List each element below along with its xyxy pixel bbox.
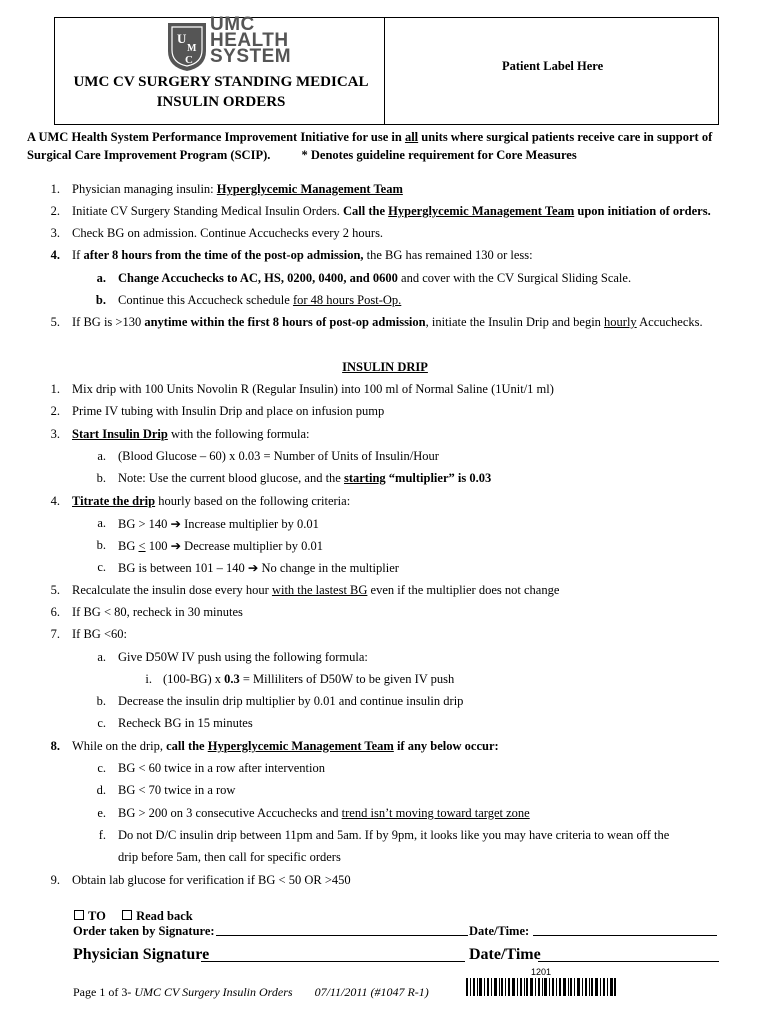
- order-subitem: Continue this Accucheck schedule for 48 hours Post-Op.: [118, 293, 402, 307]
- drip-subitem: BG > 140 ➔ Increase multiplier by 0.01: [118, 517, 319, 531]
- order-taken-by-label: Order taken by Signature:: [73, 924, 215, 938]
- drip-subletter: b.: [96, 471, 106, 485]
- order-item: If BG is >130 anytime within the first 8 hours of post-op admission, initiate the Insulin Drip and begin hourly Accuchecks.: [72, 315, 703, 329]
- order-taken-signature-line[interactable]: [216, 935, 468, 936]
- drip-subletter: a.: [97, 516, 106, 530]
- drip-number: 1.: [50, 382, 60, 396]
- umc-shield-icon: [166, 21, 208, 73]
- order-number: 5.: [50, 315, 60, 329]
- drip-subletter: d.: [96, 783, 106, 797]
- drip-subitem: Note: Use the current blood glucose, and the starting “multiplier” is 0.03: [118, 471, 492, 485]
- drip-item: Titrate the drip hourly based on the following criteria:: [72, 494, 351, 508]
- drip-number: 2.: [50, 404, 60, 418]
- physician-date-line[interactable]: [538, 961, 719, 962]
- drip-subroman: i.: [145, 672, 152, 686]
- drip-item: Prime IV tubing with Insulin Drip and place on infusion pump: [72, 404, 385, 418]
- drip-subitem: Decrease the insulin drip multiplier by 0.01 and continue insulin drip: [118, 694, 464, 708]
- form-barcode: [466, 967, 616, 1007]
- drip-subitem: BG < 60 twice in a row after intervention: [118, 761, 325, 775]
- barcode-icon: [466, 978, 616, 996]
- drip-subletter: b.: [96, 694, 106, 708]
- date-time-label-small: Date/Time:: [469, 924, 530, 938]
- drip-subletter: c.: [97, 716, 106, 730]
- date-time-label-big: Date/Time: [469, 946, 541, 963]
- drip-subitem: BG < 100 ➔ Decrease multiplier by 0.01: [118, 539, 324, 553]
- order-item: Initiate CV Surgery Standing Medical Insulin Orders. Call the Hyperglycemic Management Team upon initiation of orders.: [72, 204, 711, 218]
- logo-wordmark: UMC HEALTH SYSTEM: [210, 14, 292, 67]
- section-heading: INSULIN DRIP: [342, 360, 428, 374]
- drip-number: 5.: [50, 583, 60, 597]
- drip-item: Mix drip with 100 Units Novolin R (Regular Insulin) into 100 ml of Normal Saline (1Unit/1 ml): [72, 382, 554, 396]
- drip-subitem: Give D50W IV push using the following formula:: [118, 650, 368, 664]
- drip-number: 6.: [50, 605, 60, 619]
- svg-text:U: U: [177, 31, 187, 46]
- patient-label-placeholder: Patient Label Here: [502, 59, 604, 73]
- drip-number: 4.: [50, 494, 60, 508]
- svg-text:M: M: [187, 43, 197, 54]
- order-number: 3.: [50, 226, 60, 240]
- drip-item: Obtain lab glucose for verification if BG < 50 OR >450: [72, 873, 351, 887]
- drip-subitem: Recheck BG in 15 minutes: [118, 716, 253, 730]
- drip-number: 7.: [50, 627, 60, 641]
- drip-subletter: c.: [97, 560, 106, 574]
- barcode-number: 1201: [531, 967, 552, 977]
- drip-item: If BG < 80, recheck in 30 minutes: [72, 605, 243, 619]
- drip-subsubitem: (100-BG) x 0.3 = Milliliters of D50W to be given IV push: [163, 672, 455, 686]
- drip-subitem: Do not D/C insulin drip between 11pm and 5am. If by 9pm, it looks like you may have criteria to wean off the: [118, 828, 670, 842]
- order-item: Physician managing insulin: Hyperglycemic Management Team: [72, 182, 403, 196]
- physician-signature-label: Physician Signature: [73, 946, 210, 963]
- order-number: 1.: [50, 182, 60, 196]
- drip-number: 8.: [50, 739, 60, 753]
- order-item: Check BG on admission. Continue Accuchecks every 2 hours.: [72, 226, 384, 240]
- to-checkbox[interactable]: [74, 910, 84, 920]
- drip-item: If BG <60:: [72, 627, 127, 641]
- order-taken-date-line[interactable]: [533, 935, 717, 936]
- page-footer: Page 1 of 3- UMC CV Surgery Insulin Orders 07/11/2011 (#1047 R-1): [73, 985, 429, 999]
- page-title: UMC CV SURGERY STANDING MEDICAL INSULIN ORDERS: [73, 74, 369, 110]
- drip-subitem: BG is between 101 – 140 ➔ No change in the multiplier: [118, 561, 399, 575]
- drip-subitem: BG > 200 on 3 consecutive Accuchecks and trend isn’t moving toward target zone: [118, 806, 530, 820]
- svg-text:C: C: [185, 54, 193, 66]
- readback-checkboxes: TO Read back: [74, 909, 193, 924]
- drip-subletter: f.: [98, 828, 106, 842]
- order-subitem: Change Accuchecks to AC, HS, 0200, 0400, and 0600 and cover with the CV Surgical Sliding Scale.: [118, 271, 632, 285]
- drip-item: While on the drip, call the Hyperglycemic Management Team if any below occur:: [72, 739, 499, 753]
- drip-subletter: a.: [97, 449, 106, 463]
- drip-subitem: (Blood Glucose – 60) x 0.03 = Number of Units of Insulin/Hour: [118, 449, 439, 463]
- umc-logo: [166, 21, 208, 77]
- order-subletter: b.: [95, 293, 106, 307]
- order-item: If after 8 hours from the time of the post-op admission, the BG has remained 130 or less:: [72, 248, 533, 262]
- drip-subletter: b.: [96, 538, 106, 552]
- physician-signature-line[interactable]: [201, 961, 465, 962]
- intro-paragraph: A UMC Health System Performance Improvement Initiative for use in all units where surgical patients receive care in support of Surgical Care Improvement Program (SCIP). * Denotes guideline requirement for Core Measures: [27, 130, 713, 162]
- drip-item: Start Insulin Drip with the following formula:: [72, 427, 310, 441]
- drip-subletter: c.: [97, 761, 106, 775]
- drip-subitem: BG < 70 twice in a row: [118, 783, 236, 797]
- order-number: 4.: [50, 248, 60, 262]
- drip-item: Recalculate the insulin dose every hour with the lastest BG even if the multiplier does not change: [72, 583, 560, 597]
- drip-subletter: e.: [97, 806, 106, 820]
- order-subletter: a.: [96, 271, 106, 285]
- read-back-checkbox[interactable]: [122, 910, 132, 920]
- drip-number: 9.: [50, 873, 60, 887]
- drip-subitem-continued: drip before 5am, then call for specific orders: [118, 850, 341, 864]
- order-number: 2.: [50, 204, 60, 218]
- drip-subletter: a.: [97, 650, 106, 664]
- drip-number: 3.: [50, 427, 60, 441]
